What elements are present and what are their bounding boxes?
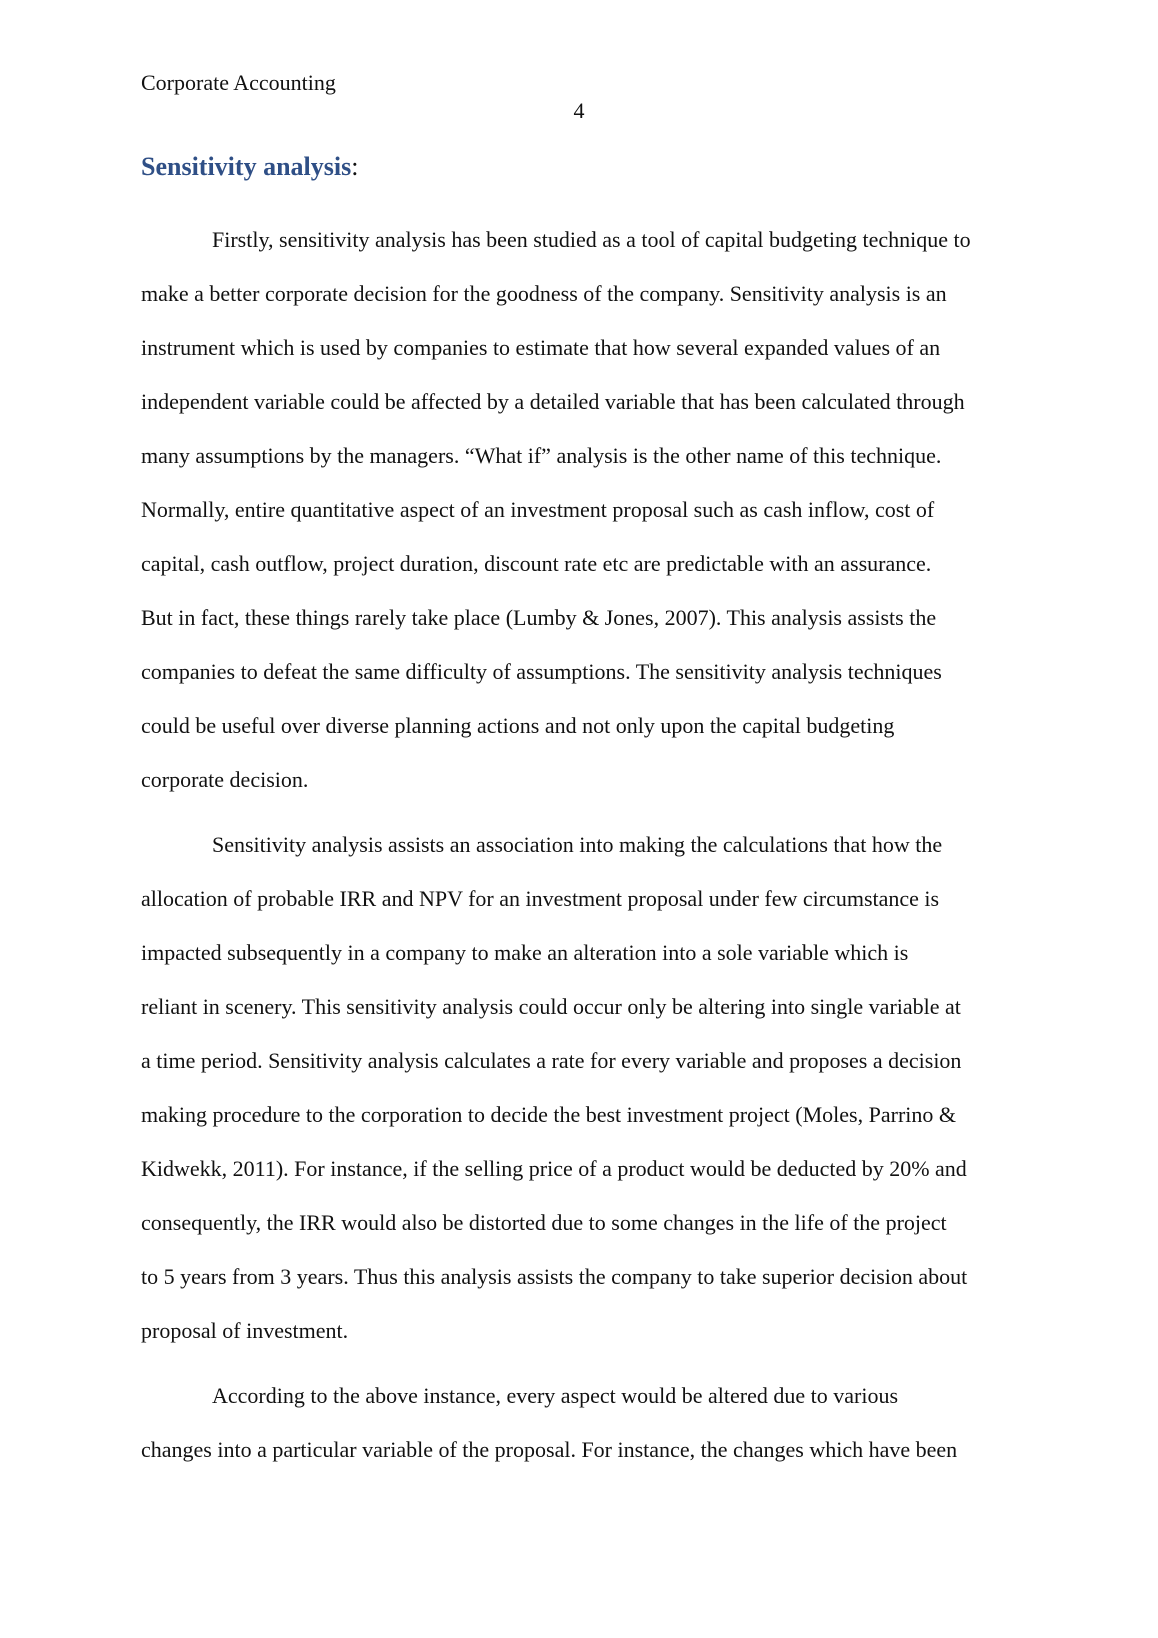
section-heading-colon: : — [351, 152, 359, 181]
section-heading — [141, 150, 358, 184]
paragraph-line: instrument which is used by companies to estimate that how several expanded values of an — [141, 335, 941, 360]
paragraph-line: make a better corporate decision for the goodness of the company. Sensitivity analysis is an — [141, 281, 947, 306]
paragraph — [141, 818, 1031, 1358]
section-heading-text: Sensitivity analysis — [141, 152, 352, 181]
paragraph-spacer — [141, 807, 1031, 818]
paragraph — [141, 213, 1031, 807]
paragraph-line: a time period. Sensitivity analysis calculates a rate for every variable and proposes a decision — [141, 1048, 962, 1073]
paragraph-spacer — [141, 1358, 1031, 1369]
paragraph-line: allocation of probable IRR and NPV for an investment proposal under few circumstance is — [141, 886, 940, 911]
page-header-title: Corporate Accounting — [141, 70, 336, 95]
paragraph — [141, 1369, 1031, 1477]
paragraph-line: proposal of investment. — [141, 1318, 349, 1343]
paragraph-line: corporate decision. — [141, 767, 309, 792]
paragraph-line: many assumptions by the managers. “What if” analysis is the other name of this technique. — [141, 443, 942, 468]
paragraph-line: independent variable could be affected by a detailed variable that has been calculated through — [141, 389, 965, 414]
paragraph-line: Normally, entire quantitative aspect of an investment proposal such as cash inflow, cost of — [141, 497, 935, 522]
paragraph-line: consequently, the IRR would also be distorted due to some changes in the life of the project — [141, 1210, 947, 1235]
page-number: 4 — [573, 98, 585, 123]
paragraph-line: companies to defeat the same difficulty of assumptions. The sensitivity analysis techniques — [141, 659, 942, 684]
paragraph-line: But in fact, these things rarely take place (Lumby & Jones, 2007). This analysis assists the — [141, 605, 937, 630]
paragraph-line: capital, cash outflow, project duration, discount rate etc are predictable with an assurance. — [141, 551, 932, 576]
paragraph-line: changes into a particular variable of the proposal. For instance, the changes which have been — [141, 1437, 958, 1462]
paragraph-line: Kidwekk, 2011). For instance, if the selling price of a product would be deducted by 20% and — [141, 1156, 967, 1181]
paragraph-line: could be useful over diverse planning actions and not only upon the capital budgeting — [141, 713, 895, 738]
paragraph-line: impacted subsequently in a company to make an alteration into a sole variable which is — [141, 940, 909, 965]
paragraph-line: Sensitivity analysis assists an association into making the calculations that how the — [212, 832, 943, 857]
paragraph-line: making procedure to the corporation to decide the best investment project (Moles, Parrino & — [141, 1102, 956, 1127]
paragraph-line: reliant in scenery. This sensitivity analysis could occur only be altering into single variable at — [141, 994, 961, 1019]
paragraph-line: Firstly, sensitivity analysis has been studied as a tool of capital budgeting technique to — [212, 227, 971, 252]
paragraph-line: According to the above instance, every aspect would be altered due to various — [212, 1383, 899, 1408]
body-text — [141, 213, 1031, 1477]
paragraph-line: to 5 years from 3 years. Thus this analysis assists the company to take superior decision about — [141, 1264, 968, 1289]
